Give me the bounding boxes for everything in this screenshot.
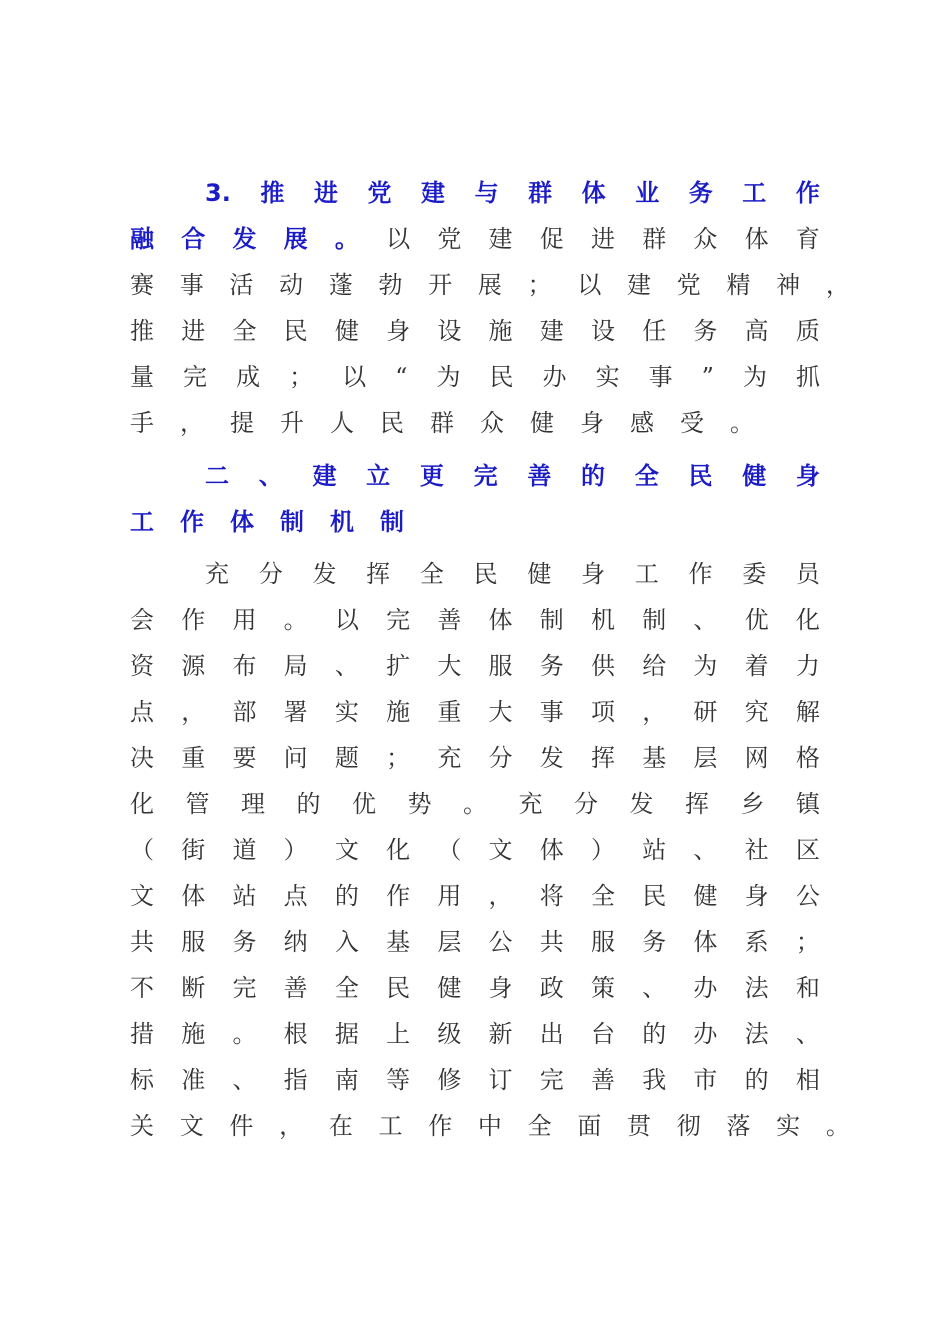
text-line: 赛 事 活 动 蓬 勃 开 展 ； 以 建 党 精 神 ，: [130, 265, 850, 305]
text-line: 关 文 件 ， 在 工 作 中 全 面 贯 彻 落 实 。: [130, 1106, 850, 1146]
text-line: 手 ， 提 升 人 民 群 众 健 身 感 受 。: [130, 403, 820, 443]
text-line: 二 、 建 立 更 完 善 的 全 民 健 身: [205, 456, 820, 496]
text-line: 充 分 发 挥 全 民 健 身 工 作 委 员: [205, 554, 820, 594]
text-line: （ 街 道 ） 文 化 （ 文 体 ） 站 、 社 区: [130, 830, 820, 870]
text-line: 推 进 全 民 健 身 设 施 建 设 任 务 高 质: [130, 311, 820, 351]
text-line: 工 作 体 制 机 制: [130, 502, 820, 542]
text-line: 标 准 、 指 南 等 修 订 完 善 我 市 的 相: [130, 1060, 820, 1100]
text-line: 融 合 发 展 。 以 党 建 促 进 群 众 体 育: [130, 219, 820, 259]
text-line: 化 管 理 的 优 势 。 充 分 发 挥 乡 镇: [130, 784, 820, 824]
text-line: 措 施 。 根 据 上 级 新 出 台 的 办 法 、: [130, 1014, 820, 1054]
text-line: 量 完 成 ； 以 “ 为 民 办 实 事 ” 为 抓: [130, 357, 820, 397]
text-line: 共 服 务 纳 入 基 层 公 共 服 务 体 系 ；: [130, 922, 820, 962]
text-line: 决 重 要 问 题 ； 充 分 发 挥 基 层 网 格: [130, 738, 820, 778]
text-line: 会 作 用 。 以 完 善 体 制 机 制 、 优 化: [130, 600, 820, 640]
text-line: 不 断 完 善 全 民 健 身 政 策 、 办 法 和: [130, 968, 820, 1008]
text-line: 点 ， 部 署 实 施 重 大 事 项 ， 研 究 解: [130, 692, 820, 732]
text-line: 3. 推 进 党 建 与 群 体 业 务 工 作: [205, 173, 820, 213]
text-line: 资 源 布 局 、 扩 大 服 务 供 给 为 着 力: [130, 646, 820, 686]
text-line: 文 体 站 点 的 作 用 ， 将 全 民 健 身 公: [130, 876, 820, 916]
